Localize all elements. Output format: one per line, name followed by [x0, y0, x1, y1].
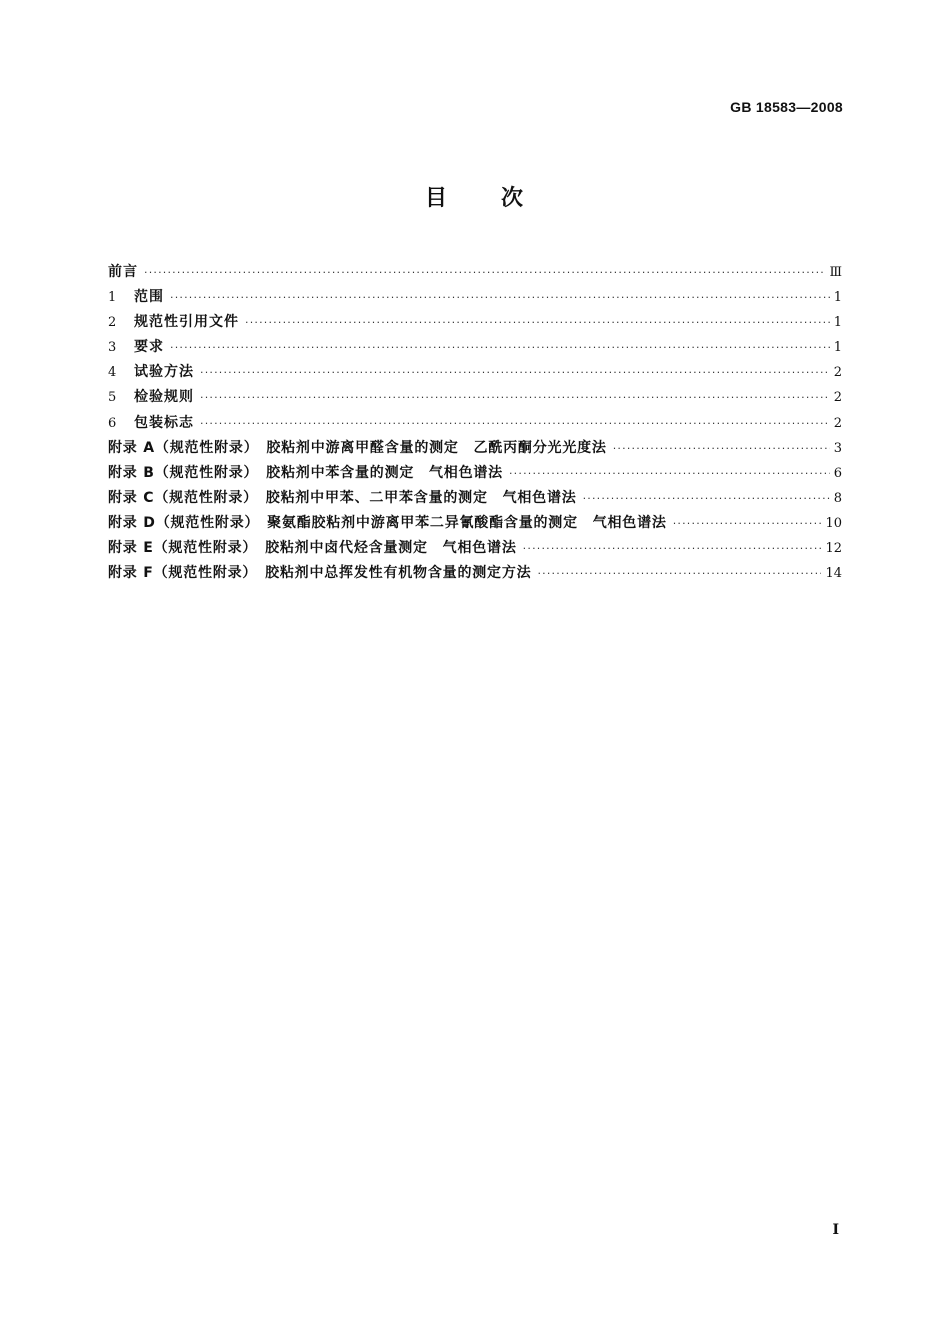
toc-entry-2[interactable]: [108, 310, 842, 335]
annex-title: 胶粘剂中游离甲醛含量的测定 乙酰丙酮分光光度法: [266, 439, 607, 456]
toc-entry-label: [108, 511, 667, 536]
toc-leader-dots: [200, 411, 830, 436]
toc-entry-page: 3: [833, 440, 842, 456]
toc-entry-page: 8: [833, 490, 842, 506]
toc-leader-dots: [200, 385, 830, 410]
toc-entry-page: 10: [825, 515, 842, 531]
annex-designation: 附录 E（规范性附录）: [108, 540, 251, 557]
toc-entry-number: 3: [108, 340, 117, 356]
toc-entry-page: 1: [833, 315, 842, 331]
annex-title: 胶粘剂中总挥发性有机物含量的测定方法: [265, 565, 532, 582]
toc-leader-dots: [200, 360, 830, 385]
toc-entry-annex-e[interactable]: [108, 536, 842, 561]
toc-entry-page: 2: [833, 415, 842, 431]
toc-entry-foreword[interactable]: [108, 260, 842, 285]
annex-designation: 附录 F（规范性附录）: [108, 565, 251, 582]
toc-entry-label: [108, 536, 517, 561]
toc-leader-dots: [537, 561, 821, 586]
toc-entry-number: 1: [108, 290, 117, 306]
annex-designation: 附录 D（规范性附录）: [108, 514, 253, 531]
toc-entry-annex-c[interactable]: [108, 486, 842, 511]
toc-title: [0, 181, 950, 212]
toc-entry-page: 14: [825, 566, 842, 582]
toc-entry-4[interactable]: [108, 360, 842, 385]
standard-code: GB 18583—2008: [730, 99, 843, 115]
toc-title-part1: 目: [424, 186, 449, 211]
toc-entry-annex-a[interactable]: [108, 436, 842, 461]
toc-entry-label: 包装标志: [134, 414, 194, 431]
annex-title: 聚氨酯胶粘剂中游离甲苯二异氰酸酯含量的测定 气相色谱法: [267, 514, 667, 531]
toc-entry-label: 试验方法: [134, 364, 194, 381]
toc-leader-dots: [144, 260, 825, 285]
toc-entry-label: [108, 561, 531, 586]
toc-leader-dots: [673, 511, 822, 536]
toc-entry-label: 规范性引用文件: [134, 314, 239, 331]
toc-entry-annex-b[interactable]: [108, 461, 842, 486]
toc-entry-label: [108, 486, 577, 511]
annex-title: 胶粘剂中卤代烃含量测定 气相色谱法: [265, 540, 517, 557]
toc-entry-label: [108, 436, 607, 461]
toc-entry-label: 范围: [134, 289, 164, 306]
annex-designation: 附录 A（规范性附录）: [108, 439, 252, 456]
toc-entry-number: 4: [108, 365, 117, 381]
table-of-contents: [108, 260, 842, 586]
toc-entry-label: [108, 461, 503, 486]
annex-title: 胶粘剂中甲苯、二甲苯含量的测定 气相色谱法: [265, 489, 577, 506]
toc-entry-page: 1: [833, 290, 842, 306]
toc-leader-dots: [509, 461, 830, 486]
toc-entry-6[interactable]: [108, 411, 842, 436]
toc-entry-page: 2: [833, 365, 842, 381]
toc-entry-page: Ⅲ: [829, 265, 842, 280]
toc-entry-annex-f[interactable]: [108, 561, 842, 586]
annex-designation: 附录 B（规范性附录）: [108, 464, 252, 481]
toc-entry-annex-d[interactable]: [108, 511, 842, 536]
toc-entry-1[interactable]: [108, 285, 842, 310]
toc-title-part2: 次: [501, 186, 526, 211]
toc-entry-number: 6: [108, 415, 117, 431]
toc-leader-dots: [245, 310, 830, 335]
annex-title: 胶粘剂中苯含量的测定 气相色谱法: [266, 464, 503, 481]
toc-leader-dots: [613, 436, 830, 461]
toc-entry-page: 1: [833, 340, 842, 356]
toc-entry-label: 要求: [134, 339, 164, 356]
toc-entry-number: 2: [108, 315, 117, 331]
toc-leader-dots: [170, 335, 830, 360]
toc-entry-number: 5: [108, 390, 117, 406]
annex-designation: 附录 C（规范性附录）: [108, 489, 251, 506]
toc-entry-page: 12: [825, 541, 842, 557]
toc-entry-page: 2: [833, 390, 842, 406]
toc-entry-label: 检验规则: [134, 389, 194, 406]
page-number: I: [832, 1222, 839, 1238]
toc-entry-5[interactable]: [108, 385, 842, 410]
toc-entry-page: 6: [833, 465, 842, 481]
toc-leader-dots: [523, 536, 822, 561]
toc-leader-dots: [583, 486, 830, 511]
toc-entry-3[interactable]: [108, 335, 842, 360]
toc-leader-dots: [170, 285, 830, 310]
toc-entry-label: 前言: [108, 264, 138, 280]
